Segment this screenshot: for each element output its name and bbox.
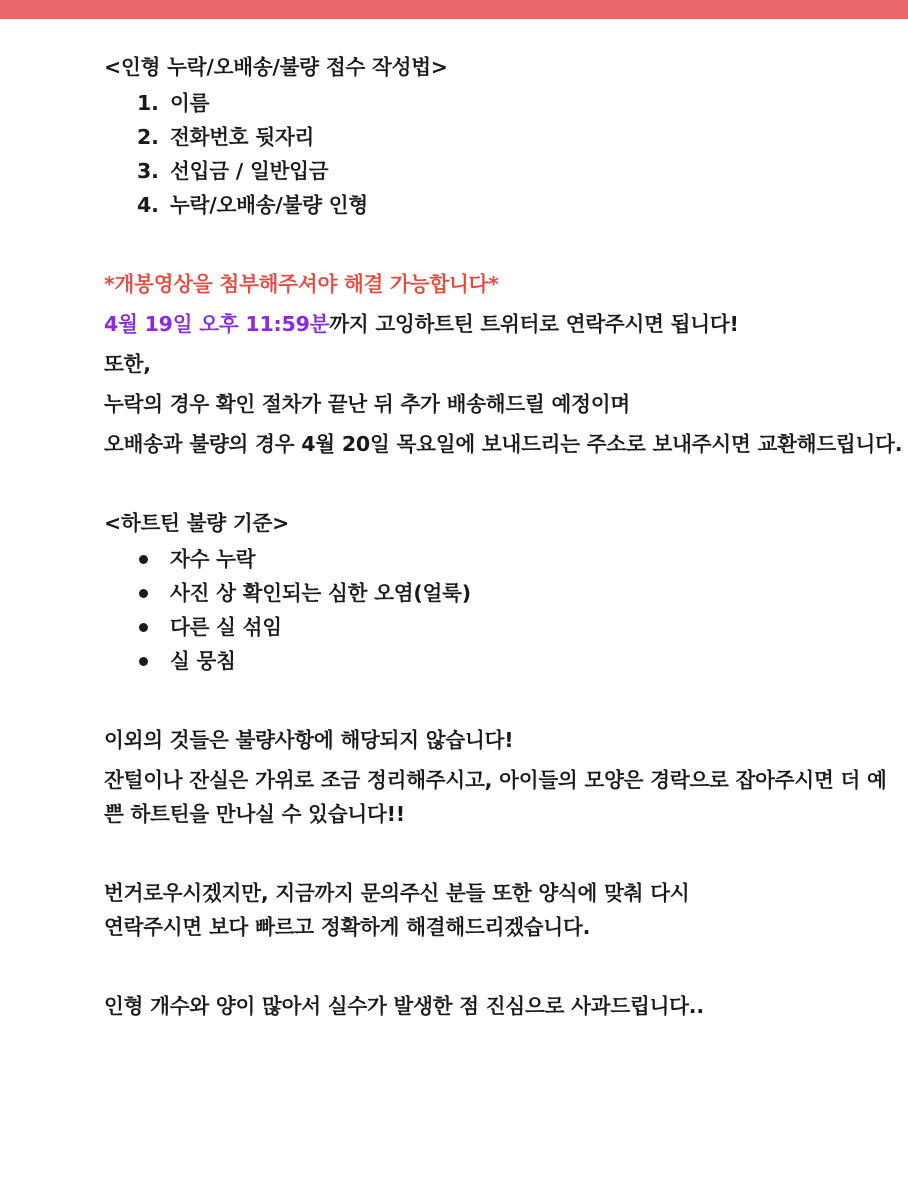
top-color-bar (0, 0, 908, 19)
bullet-icon (139, 623, 148, 632)
missing-line: 누락의 경우 확인 절차가 끝난 뒤 추가 배송해드릴 예정이며 (104, 392, 630, 416)
bullet-icon (139, 657, 148, 666)
bullet-icon (139, 555, 148, 564)
notice-document (104, 50, 904, 1023)
defect-criteria-title: <하트틴 불량 기준> (104, 511, 290, 535)
not-defect-text: 이외의 것들은 불량사항에 해당되지 않습니다! (104, 728, 514, 752)
form-guide-title: <인형 누락/오배송/불량 접수 작성법> (104, 55, 448, 79)
list-item: 자수 누락 (137, 542, 904, 576)
list-item: 누락/오배송/불량 인형 (170, 193, 368, 217)
deadline-rest: 까지 고잉하트틴 트위터로 연락주시면 됩니다! (329, 312, 739, 336)
list-item: 사진 상 확인되는 심한 오염(얼룩) (137, 576, 904, 610)
trimming-tip: 잔털이나 잔실은 가위로 조금 정리해주시고, 아이들의 모양은 경락으로 잡아주시면 더 예쁜 하트틴을 만나실 수 있습니다!! (104, 768, 887, 826)
bullet-icon (139, 589, 148, 598)
list-item: 다른 실 섞임 (137, 610, 904, 644)
deadline-highlight: 4월 19일 오후 11:59분 (104, 312, 330, 336)
request-line-2: 연락주시면 보다 빠르고 정확하게 해결해드리겠습니다. (104, 915, 591, 939)
exchange-line: 오배송과 불량의 경우 4월 20일 목요일에 보내드리는 주소로 보내주시면 교환해드립니다. (104, 432, 903, 456)
also-text: 또한, (104, 352, 151, 376)
list-item: 이름 (170, 91, 210, 115)
form-guide-list (104, 86, 904, 222)
apology-text: 인형 개수와 양이 많아서 실수가 발생한 점 진심으로 사과드립니다.. (104, 994, 704, 1018)
request-line-1: 번거로우시겠지만, 지금까지 문의주신 분들 또한 양식에 맞춰 다시 (104, 881, 690, 905)
list-item: 선입금 / 일반입금 (170, 159, 329, 183)
deadline-line (104, 307, 904, 341)
warning-notice: *개봉영상을 첨부해주셔야 해결 가능합니다* (104, 272, 499, 296)
defect-criteria-list (104, 542, 904, 678)
list-item: 실 뭉침 (137, 644, 904, 678)
list-item: 전화번호 뒷자리 (170, 125, 315, 149)
